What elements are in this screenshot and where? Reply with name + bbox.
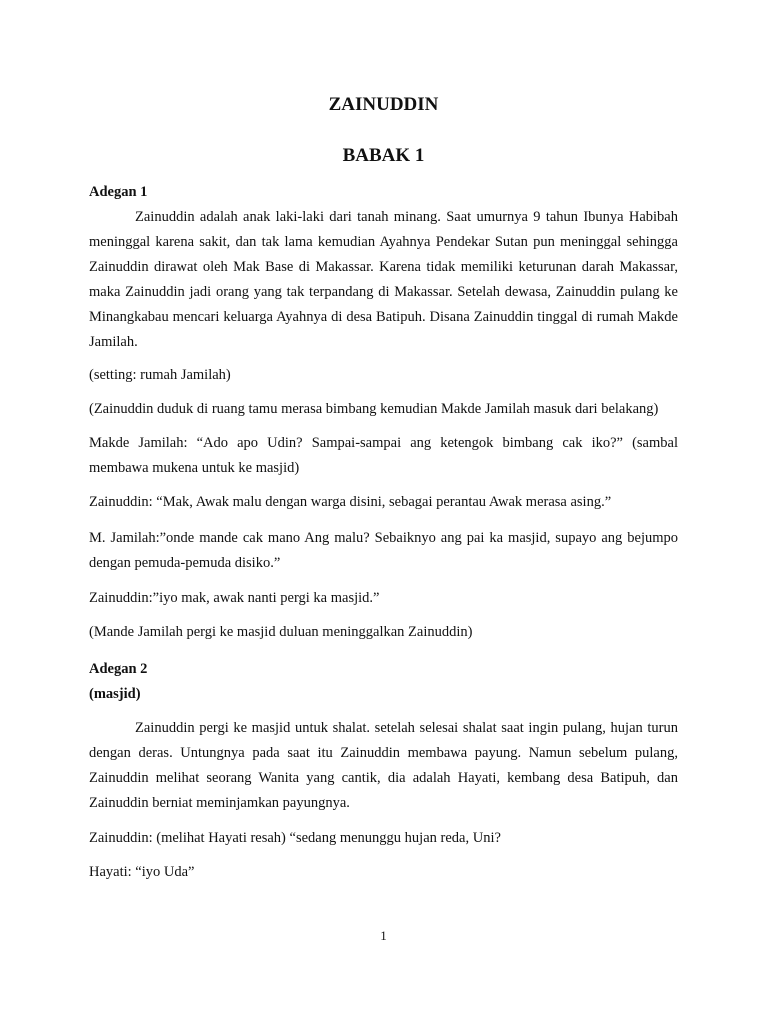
scene-2-setting: (masjid) [89, 686, 141, 702]
dialogue-line: Zainuddin: (melihat Hayati resah) “sedang menunggu hujan reda, Uni? [89, 830, 501, 846]
scene-2-narration: Zainuddin pergi ke masjid untuk shalat. setelah selesai shalat saat ingin pulang, hujan turun dengan deras. Untungnya pada saat itu Zainuddin membawa payung. Namun sebelum pulang, Zainuddin melihat seorang Wanita yang cantik, dia adalah Hayati, kembang desa Batipuh, dan Zainuddin berniat meminjamkan payungnya. [89, 720, 678, 811]
dialogue-line: M. Jamilah:”onde mande cak mano Ang malu? Sebaiknyo ang pai ka masjid, supayo ang bejumpo dengan pemuda-pemuda disiko.” [89, 530, 678, 571]
dialogue-line: Zainuddin:”iyo mak, awak nanti pergi ka masjid.” [89, 590, 380, 606]
scene-1-heading: Adegan 1 [89, 184, 148, 200]
stage-direction: (setting: rumah Jamilah) [89, 367, 231, 383]
scene-2-heading: Adegan 2 [89, 661, 148, 677]
dialogue-line: Hayati: “iyo Uda” [89, 864, 195, 880]
dialogue-line: Makde Jamilah: “Ado apo Udin? Sampai-sampai ang ketengok bimbang cak iko?” (sambal membawa mukena untuk ke masjid) [89, 435, 678, 476]
page-number: 1 [380, 928, 387, 943]
scene-1-narration: Zainuddin adalah anak laki-laki dari tanah minang. Saat umurnya 9 tahun Ibunya Habibah meninggal karena sakit, dan tak lama kemudian Ayahnya Pendekar Sutan pun meninggal sehingga Zainuddin dirawat oleh Mak Base di Makassar. Karena tidak memiliki keturunan darah Makassar, maka Zainuddin jadi orang yang tak terpandang di Makassar. Setelah dewasa, Zainuddin pulang ke Minangkabau mencari keluarga Ayahnya di desa Batipuh. Disana Zainuddin tinggal di rumah Makde Jamilah. [89, 209, 678, 350]
act-title: BABAK 1 [342, 145, 425, 166]
document-title: ZAINUDDIN [328, 94, 439, 115]
document-page [89, 0, 678, 1024]
dialogue-line: Zainuddin: “Mak, Awak malu dengan warga disini, sebagai perantau Awak merasa asing.” [89, 494, 612, 510]
stage-direction: (Mande Jamilah pergi ke masjid duluan meninggalkan Zainuddin) [89, 624, 473, 640]
stage-direction: (Zainuddin duduk di ruang tamu merasa bimbang kemudian Makde Jamilah masuk dari belakang) [89, 401, 659, 417]
